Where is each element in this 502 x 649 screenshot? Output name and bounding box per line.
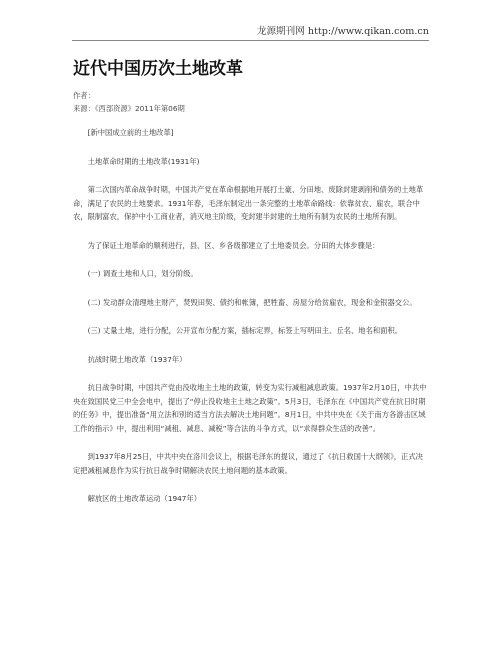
article-title: 近代中国历次土地改革: [73, 59, 243, 79]
header-divider: [72, 40, 429, 41]
list-item: (三) 丈量土地，进行分配，公开宣布分配方案，插标定界，标签上写明田主、丘名、地名和面积。: [87, 326, 403, 335]
list-item: (一) 调查土地和人口，划分阶级。: [87, 269, 198, 278]
paragraph: 第二次国内革命战争时期，中国共产党在革命根据地开展打土豪、分田地、废除封建剥削和债务的土地革命，满足了农民的土地要求。1931年春，毛泽东制定出一条完整的土地革命路线：依靠贫农、雇农，联合中农，限制富农，保护中小工商业者，消灭地主阶级，变封建半封建的土地所有制为农民的土地所有制。: [73, 185, 424, 221]
paragraph: 为了保证土地革命的顺利进行，县、区、乡各级都建立了土地委员会。分田的大体步骤是：: [87, 240, 380, 250]
site-header: 龙源期刊网 http://www.qikan.com.cn: [256, 26, 429, 37]
paragraph: 抗日战争时期，中国共产党由没收地主土地的政策，转变为实行减租减息政策。1937年2月10日，中共中央在致国民党三中全会电中，提出了“停止没收地主土地之政策”。5月3日，毛泽东在《中国共产党在抗日时期的任务》中，提出准备“用立法和别的适当方法去解决土地问题”。8月1日，中共中央在《关于南方各游击区域工作的指示》中，提出利用“减租、减息、减税”等合法的斗争方式，以“求得群众生活的改善”。: [73, 383, 427, 433]
source-line: 来源：《西部资源》2011年第06期: [73, 104, 185, 113]
paragraph: 到1937年8月25日，中共中央在洛川会议上，根据毛泽东的提议，通过了《抗日救国十大纲领》，正式决定把减租减息作为实行抗日战争时期解决农民土地问题的基本政策。: [73, 452, 423, 475]
subsection-heading: 解放区的土地改革运动（1947年）: [87, 494, 202, 503]
article-body: [73, 58, 430, 506]
subsection-heading: 土地革命时期的土地改革(1931年): [87, 156, 200, 166]
section-heading: [新中国成立前的土地改革]: [87, 128, 174, 137]
author-label: 作者：: [73, 91, 95, 100]
list-item: (二) 发动群众清理地主财产，焚毁田契、债约和帐簿，把牲畜、房屋分给贫雇农，现金和金银器交公。: [87, 297, 417, 307]
subsection-heading: 抗战时期土地改革（1937年）: [87, 354, 187, 364]
